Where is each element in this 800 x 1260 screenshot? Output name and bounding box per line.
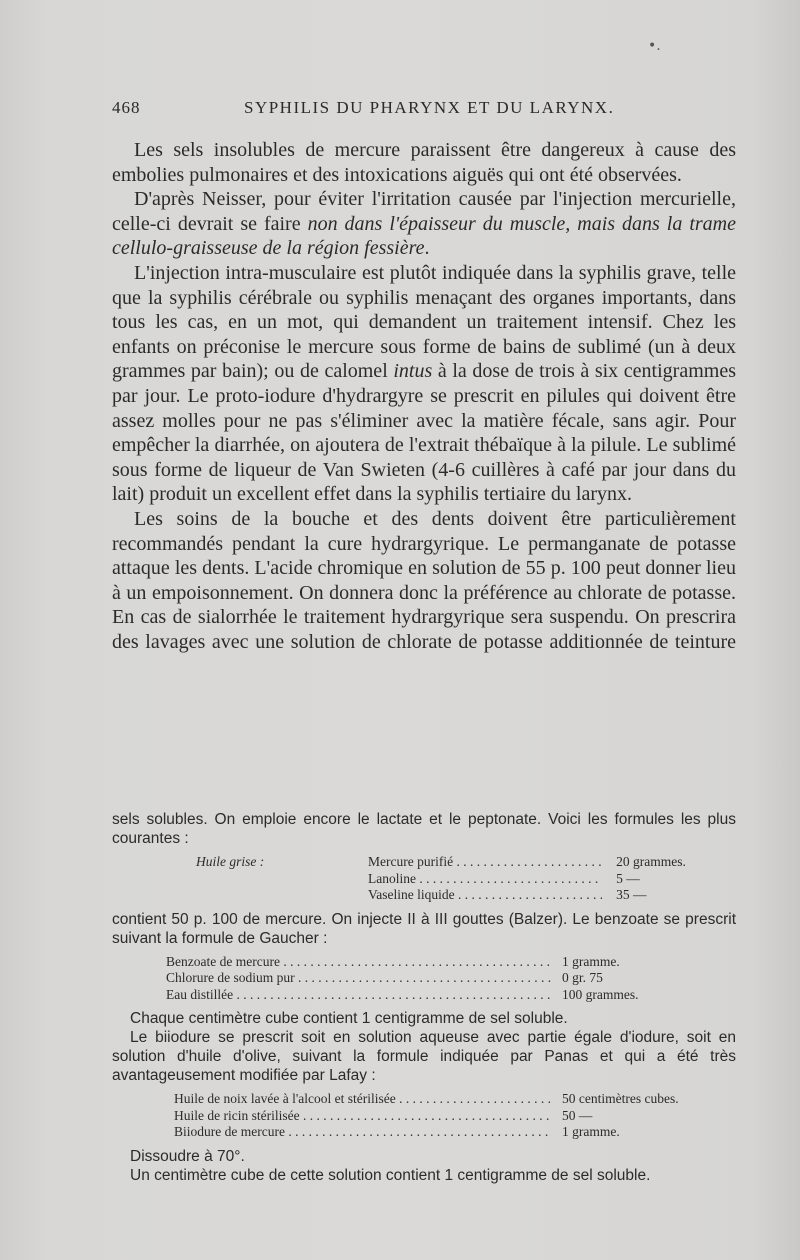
formula-ingredient: Lanoline . . . bbox=[368, 871, 602, 888]
paragraph-1: Les sels insolubles de mercure paraissent être dangereux à cause des embolies pulmonaires et des intoxications aiguës qui ont été observées. bbox=[112, 139, 736, 186]
running-title: SYPHILIS DU PHARYNX ET DU LARYNX. bbox=[244, 98, 615, 117]
formula-quantity: 50 centimètres cubes. bbox=[562, 1091, 679, 1106]
formula-lead: Huile grise : bbox=[196, 854, 265, 869]
formula-ingredient: Vaseline liquide . . . bbox=[368, 887, 602, 904]
corner-mark: •. bbox=[648, 38, 661, 54]
paragraph-2 bbox=[112, 187, 736, 261]
formula-ingredient: Chlorure de sodium pur . . . bbox=[166, 970, 552, 987]
formula-row bbox=[112, 1124, 736, 1141]
formula-row bbox=[112, 954, 736, 971]
formula-ingredient: Mercure purifié . . . bbox=[368, 854, 602, 871]
formula-quantity: 5 — bbox=[616, 870, 640, 886]
formula-row bbox=[112, 970, 736, 987]
formula-row bbox=[112, 1091, 736, 1108]
footnote-block bbox=[112, 810, 736, 1185]
formula-ingredient: Biiodure de mercure . . . bbox=[174, 1124, 550, 1141]
formula-row bbox=[112, 854, 736, 871]
main-text bbox=[112, 138, 736, 654]
formula-quantity: 35 — bbox=[616, 887, 647, 902]
formula-quantity: 50 — bbox=[562, 1107, 593, 1123]
formula-quantity: 1 gramme. bbox=[562, 1124, 620, 1139]
formula-quantity: 20 grammes. bbox=[616, 854, 686, 869]
paragraph-4: Les soins de la bouche et des dents doivent être particulièrement recommandés pendant la cure hydrargyrique. Le permanganate de potasse attaque les dents. L'acide chromique en solution de 55 p. 100 peut donner lieu à un empoisonnement. On donnera donc la préférence au chlorate de potasse. En cas de sialorrhée le traitement hydrargyrique sera suspendu. On prescrira des lavages avec une solution de chlorate de potasse additionnée de teinture bbox=[112, 507, 736, 653]
paragraph-2-emphasis: non dans l'épaisseur du muscle, mais dans la trame cellulo-graisseuse de la région fessière bbox=[112, 212, 736, 260]
formula-row bbox=[112, 871, 736, 888]
formula-ingredient: Eau distillée . . . bbox=[166, 987, 552, 1004]
formula-biiodure bbox=[112, 1091, 736, 1141]
paragraph-3-end: à la dose de trois à six centigrammes par jour. Le proto-iodure d'hydrargyre se prescrit en pilules qui doivent être assez molles pour ne pas s'éliminer avec la matière fécale, sans agir. Pour empêcher la diarrhée, on ajoutera de l'extrait thébaïque à la pilule. Le sublimé sous forme de liqueur de Van Swieten (4-6 cuillères à café par jour dans du lait) produit un excellent effet dans la syphilis tertiaire du larynx. bbox=[112, 360, 736, 506]
paragraph-3 bbox=[112, 261, 736, 507]
paragraph-3-emphasis: intus bbox=[393, 360, 433, 383]
note-3: Chaque centimètre cube contient 1 centigramme de sel soluble. bbox=[130, 1010, 568, 1027]
note-2: contient 50 p. 100 de mercure. On injecte II à III gouttes (Balzer). Le benzoate se prescrit suivant la formule de Gaucher : bbox=[112, 910, 736, 947]
formula-row bbox=[112, 987, 736, 1004]
formula-row bbox=[112, 1108, 736, 1125]
note-5: Dissoudre à 70°. bbox=[130, 1147, 245, 1165]
formula-ingredient: Benzoate de mercure . . . bbox=[166, 954, 552, 971]
note-6: Un centimètre cube de cette solution contient 1 centigramme de sel soluble. bbox=[130, 1166, 651, 1184]
paragraph-2-end: . bbox=[424, 237, 430, 260]
page-number: 468 bbox=[112, 98, 141, 117]
formula-quantity: 100 grammes. bbox=[562, 986, 639, 1002]
note-4: Le biiodure se prescrit soit en solution aqueuse avec partie égale d'iodure, soit en solution d'huile d'olive, suivant la formule indiquée par Panas et qui a été très avantageusement modifiée par Lafay : bbox=[112, 1029, 736, 1084]
formula-benzoate bbox=[112, 954, 736, 1004]
note-1: sels solubles. On emploie encore le lactate et le peptonate. Voici les formules les plus courantes : bbox=[112, 811, 736, 847]
formula-ingredient: Huile de ricin stérilisée . . . bbox=[174, 1108, 550, 1125]
formula-huile-grise bbox=[112, 854, 736, 904]
formula-quantity: 0 gr. 75 bbox=[562, 970, 603, 985]
formula-quantity: 1 gramme. bbox=[562, 953, 620, 969]
formula-row bbox=[112, 887, 736, 904]
formula-ingredient: Huile de noix lavée à l'alcool et stérilisée . . . bbox=[174, 1091, 550, 1108]
running-header bbox=[112, 98, 732, 122]
paragraph-2-text: D'après Neisser, pour éviter l'irritation causée par l'injection mercurielle, celle-ci devrait se faire bbox=[112, 188, 736, 235]
paragraph-3-text: L'injection intra-musculaire est plutôt indiquée dans la syphilis grave, telle que la syphilis cérébrale ou syphilis menaçant des organes importants, dans tous les cas, en un mot, qui demandent un traitement intensif. Chez les enfants on préconise le mercure sous forme de bains de sublimé (un à deux grammes par bain); ou de calomel bbox=[112, 261, 736, 383]
